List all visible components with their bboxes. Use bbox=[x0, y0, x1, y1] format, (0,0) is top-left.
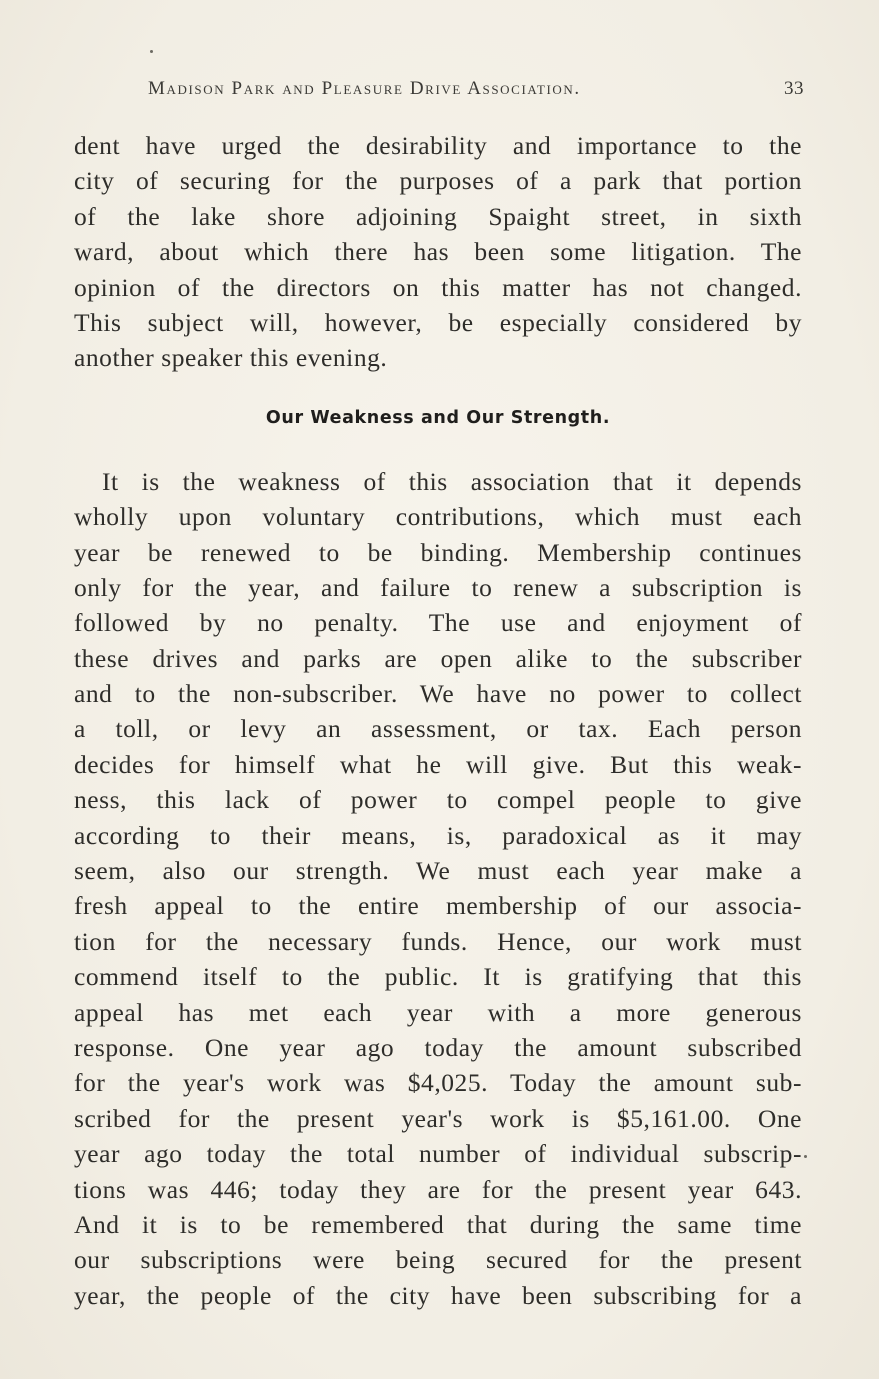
text-line: according to their means, is, paradoxical as it may bbox=[74, 820, 802, 850]
text-line: And it is to be remembered that during the same time bbox=[74, 1209, 802, 1239]
running-head bbox=[148, 78, 804, 102]
text-line: these drives and parks are open alike to the subscriber bbox=[74, 643, 802, 673]
text-line: our subscriptions were being secured for the present bbox=[74, 1245, 802, 1275]
text-line: ward, about which there has been some litigation. The bbox=[74, 237, 802, 267]
text-line: seem, also our strength. We must each year make a bbox=[74, 856, 802, 886]
text-line: city of securing for the purposes of a park that portion bbox=[74, 166, 802, 196]
text-line: for the year's work was $4,025. Today the amount sub- bbox=[74, 1068, 802, 1098]
text-line: dent have urged the desirability and importance to the bbox=[74, 131, 802, 160]
text-line: wholly upon voluntary contributions, which must each bbox=[74, 502, 802, 532]
text-line: year, the people of the city have been subscribing for a bbox=[74, 1280, 802, 1310]
text-line: opinion of the directors on this matter has not changed. bbox=[74, 272, 802, 302]
text-line: ness, this lack of power to compel people to give bbox=[74, 785, 802, 815]
page-number: 33 bbox=[784, 78, 804, 99]
paper-speck bbox=[804, 1155, 807, 1158]
text-line: decides for himself what he will give. But this weak- bbox=[74, 749, 802, 779]
paragraph-continued bbox=[74, 128, 802, 376]
text-line: and to the non-subscriber. We have no power to collect bbox=[74, 679, 802, 709]
text-line: only for the year, and failure to renew a subscription is bbox=[74, 572, 802, 602]
text-line: year be renewed to be binding. Membership continues bbox=[74, 537, 802, 567]
text-line: of the lake shore adjoining Spaight street, in sixth bbox=[74, 201, 802, 231]
text-line: fresh appeal to the entire membership of our associa- bbox=[74, 891, 802, 921]
text-line: response. One year ago today the amount subscribed bbox=[74, 1032, 802, 1062]
text-line: This subject will, however, be especially considered by bbox=[74, 307, 802, 337]
text-line: appeal has met each year with a more generous bbox=[74, 997, 802, 1027]
text-line: tion for the necessary funds. Hence, our work must bbox=[74, 926, 802, 956]
text-line: year ago today the total number of individual subscrip- bbox=[74, 1139, 802, 1169]
text-line: another speaker this evening. bbox=[74, 343, 388, 373]
paragraph-weakness-strength bbox=[74, 464, 802, 1313]
section-heading: Our Weakness and Our Strength. bbox=[265, 407, 611, 428]
paper-speck bbox=[150, 50, 153, 53]
text-line: tions was 446; today they are for the present year 643. bbox=[74, 1174, 802, 1204]
text-line: It is the weakness of this association that it depends bbox=[102, 466, 802, 496]
text-line: commend itself to the public. It is gratifying that this bbox=[74, 962, 802, 992]
text-line: followed by no penalty. The use and enjoyment of bbox=[74, 608, 802, 638]
text-line: a toll, or levy an assessment, or tax. Each person bbox=[74, 714, 802, 744]
body-text bbox=[74, 128, 802, 1313]
running-head-title: Madison Park and Pleasure Drive Association. bbox=[148, 78, 581, 99]
text-line: scribed for the present year's work is $5,161.00. One bbox=[74, 1103, 802, 1133]
